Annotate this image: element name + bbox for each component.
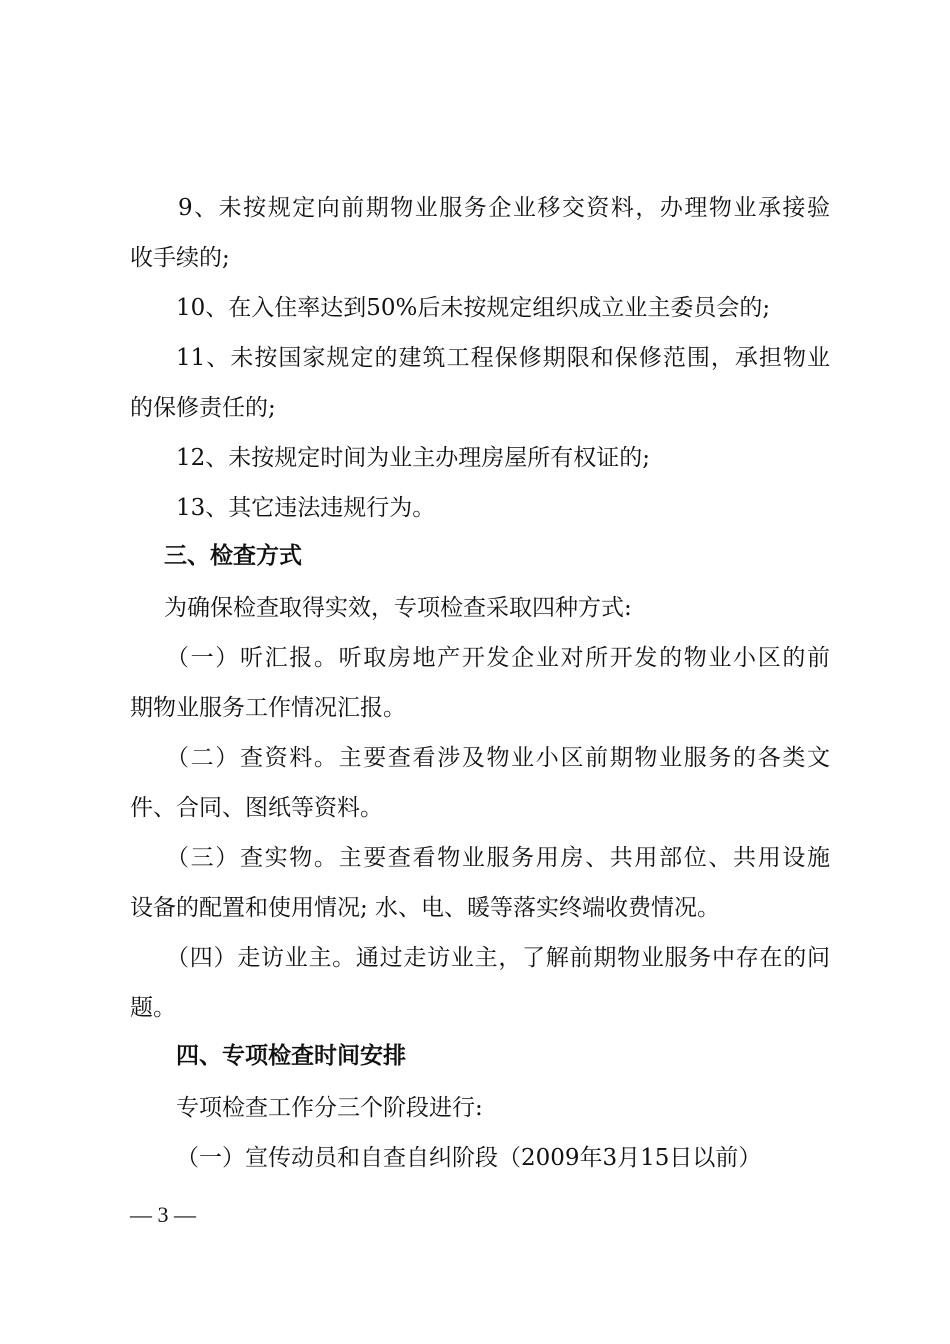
method-2-line-2: 件、合同、图纸等资料。 — [130, 795, 383, 821]
methods-intro: 为确保检查取得实效，专项检查采取四种方式: — [164, 595, 632, 621]
page-number: — 3 — — [130, 1202, 196, 1227]
item-10-line: 10、在入住率达到50%后未按规定组织成立业主委员会的; — [176, 295, 771, 321]
method-4-line-2: 题。 — [130, 995, 176, 1021]
item-12-line: 12、未按规定时间为业主办理房屋所有权证的; — [176, 445, 651, 471]
method-1-line-2: 期物业服务工作情况汇报。 — [130, 695, 406, 721]
item-13-line: 13、其它违法违规行为。 — [176, 495, 436, 521]
schedule-intro: 专项检查工作分三个阶段进行: — [176, 1095, 483, 1121]
method-1-line-1: （一）听汇报。听取房地产开发企业对所开发的物业小区的前 — [166, 645, 830, 671]
section-heading-inspection-methods: 三、检查方式 — [164, 543, 302, 569]
item-11-line-2: 的保修责任的; — [130, 395, 276, 421]
method-2-line-1: （二）查资料。主要查看涉及物业小区前期物业服务的各类文 — [166, 745, 830, 771]
item-9-line-2: 收手续的; — [130, 245, 230, 271]
item-11-line-1: 11、未按国家规定的建筑工程保修期限和保修范围，承担物业 — [176, 345, 830, 371]
section-heading-schedule: 四、专项检查时间安排 — [176, 1043, 406, 1069]
stage-1-line: （一）宣传动员和自查自纠阶段（2009年3月15日以前） — [176, 1145, 762, 1171]
method-3-line-1: （三）查实物。主要查看物业服务用房、共用部位、共用设施 — [166, 845, 830, 871]
method-3-line-2: 设备的配置和使用情况; 水、电、暖等落实终端收费情况。 — [130, 895, 721, 921]
item-9-line-1: 9、未按规定向前期物业服务企业移交资料，办理物业承接验 — [178, 195, 830, 221]
method-4-line-1: （四）走访业主。通过走访业主，了解前期物业服务中存在的问 — [166, 945, 830, 971]
